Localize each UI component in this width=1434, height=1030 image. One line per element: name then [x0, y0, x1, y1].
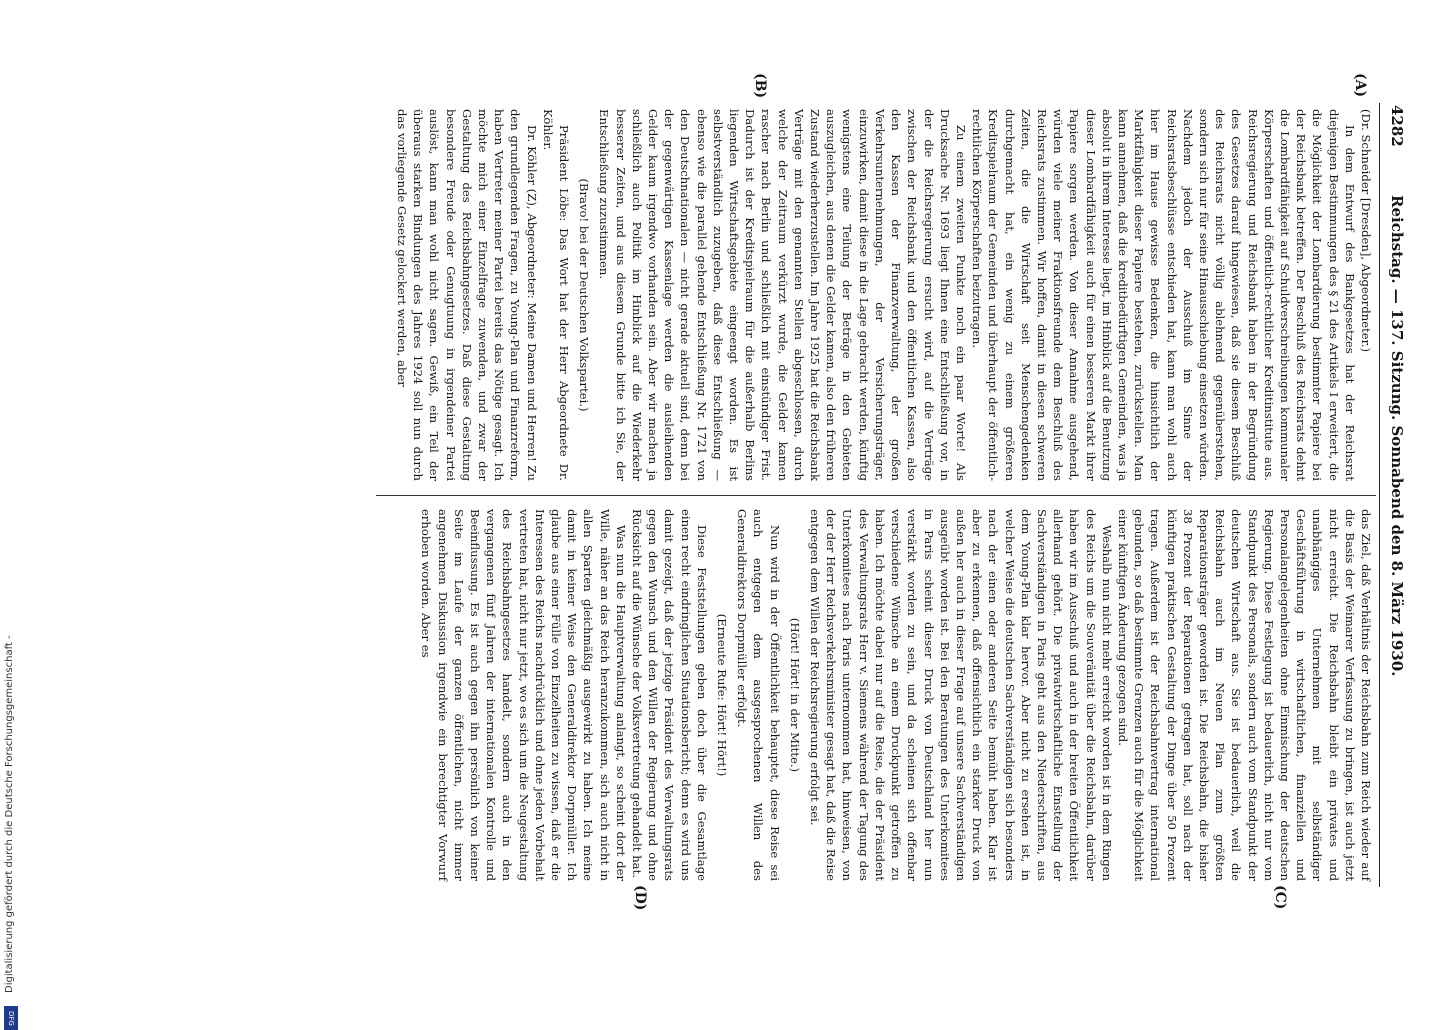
page-title: Reichstag. — 137. Sitzung. Sonnabend den 8. März 1930. — [1388, 195, 1406, 677]
column-divider — [376, 495, 1376, 496]
paragraph: Zu einem zweiten Punkte noch ein paar Worte! Als Drucksache Nr. 1693 liegt Ihnen eine Entschließung vor, in der die Reichsregierung ersucht wird, auf die Verträge zwischen der Reichsbank und den öffentlichen Kassen, also den Kassen der Finanzverwaltung, der großen Verkehrsunternehmungen, der Versicherungsträger, einzuwirken, damit diese in die Lage gebracht werden, künftig wenigstens eine Teilung der Beträge in den Gebieten auszugleichen, aus denen die Gelder kamen, also den früheren Zustand wiederherzustellen. Im Jahre 1925 hat die Reichsbank Verträge mit den genannten Stellen abgeschlossen, durch welche der Zeitraum verkürzt wurde, die Gelder kamen rascher nach Berlin und schließlich mit einstündiger Frist. Dadurch ist der Kreditspielraum für die außerhalb Berlins liegenden Wirtschaftsgebiete eingeengt worden. Es ist selbstverständlich zuzugeben, daß diese Entschließung — ebenso wie die parallel gehende Entschließung Nr. 1721 von den Deutschnationalen — nicht gerade aktuell sind, denn bei der gegenwärtigen Kassenlage werden die ausleihenden Gelder kaum irgendwo vorhanden sein. Aber wir machen ja schließlich auch Politik im Hinblick auf die Wiederkehr besserer Zeiten, und aus diesem Grunde bitte ich Sie, der Entschließung zuzustimmen. — [597, 109, 968, 481]
interjection: (Erneute Rufe: Hört! Hört!) — [715, 613, 730, 777]
header-rule — [1379, 103, 1380, 887]
president-statement: Präsident Löbe: Das Wort hat der Herr Abgeordnete Dr. Köhler. — [540, 109, 572, 481]
page-number: 4282 — [1388, 105, 1406, 147]
margin-marker-d: (D) — [632, 885, 648, 911]
left-column — [394, 109, 1374, 481]
margin-marker-c: (C) — [1272, 885, 1288, 910]
digitization-footer — [2, 40, 20, 1026]
paragraph: Dr. Köhler (Z), Abgeordneter: Meine Damen und Herren! Zu den grundlegenden Fragen, zu Young-Plan und Finanzreform, haben Vertreter meiner Partei bereits das Nötige gesagt. Ich möchte mich einer Einzelfrage zuwenden, und zwar der Gestaltung des Reichsbahngesetzes. Daß diese Gestaltung besondere Freude oder Genugtuung in irgendeiner Partei auslöst, kann man wohl nicht sagen. Gewiß, ein Teil der überaus starken Bindungen des Jahres 1924 soll nun durch das vorliegende Gesetz gelockert werden, aber — [395, 109, 539, 481]
interjection: (Hört! Hört! in der Mitte.) — [787, 617, 802, 773]
paragraph: das Ziel, daß Verhältnis der Reichsbahn zum Reich wieder auf die Basis der Weimarer Verfassung zu bringen, ist auch jetzt nicht erreicht. Die Reichsbahn bleibt ein privates und unabhängiges Unternehmen mit selbständiger Geschäftsführung in wirtschaftlichen, finanziellen und Personalangelegenheiten ohne Einmischung der deutschen Regierung. Diese Festlegung ist bedauerlich, nicht nur vom Standpunkt des Personals, sondern auch vom Standpunkt der deutschen Wirtschaft aus. Sie ist bedauerlich, weil die Reichsbahn auch im Neuen Plan zum größten Reparationsträger geworden ist. Die Reichsbahn, die bisher 38 Prozent der Reparationen getragen hat, soll nach der künftigen praktischen Gestaltung der Dinge über 50 Prozent tragen. Außerdem ist der Reichsbahnvertrag international gebunden, so daß bestimmte Grenzen auch für die Möglichkeit einer künftigen Änderung gezogen sind. — [1115, 509, 1373, 881]
page-header — [1384, 105, 1408, 885]
paragraph: Weshalb nun nicht mehr erreicht worden ist in dem Ringen des Reichs um die Souveränität über die Reichsbahn, darüber haben wir im Ausschuß und auch in der breiten Öffentlichkeit allerhand gehört. Die privatwirtschaftliche Einstellung der Sachverständigen in Paris geht aus den Niederschriften, aus dem Young-Plan klar hervor. Aber nicht zu ersehen ist, in welcher Weise die deutschen Sachverständigen sich besonders nach der einen oder anderen Seite bemüht haben. Klar ist aber zu erkennen, daß offensichtlich ein starker Druck von außen her auch in dieser Frage auf unsere Sachverständigen ausgeübt worden ist. Bei den Beratungen des Unterkomitees in Paris scheint dieser Druck von Deutschland her nun verstärkt worden zu sein, und da scheinen sich offenbar verschiedene Wünsche an einem Druckpunkt getroffen zu haben. Ich möchte dabei nur auf die Reise, die der Präsident des Verwaltungsrats Herr v. Siemens während der Tagung des Unterkomitees nach Paris unternommen hat, hinweisen, von der der Herr Reichsverkehrsminister gesagt hat, daß die Reise entgegen dem Willen der Reichsregierung erfolgt sei. — [808, 509, 1114, 881]
interjection: (Bravo! bei der Deutschen Volkspartei.) — [577, 178, 592, 412]
right-column — [418, 509, 1374, 881]
paragraph: Was nun die Hauptverwaltung anlangt, so scheint dort der Wille, näher an das Reich heranzukommen, sich auch nicht in allen Sparten gleichmäßig ausgewirkt zu haben. Ich meine damit in keiner Weise den Generaldirektor Dorpmüller. Ich glaube aus einer Fülle von Einzelheiten zu wissen, daß er die Interessen des Reichs nachdrücklich und ohne jeden Vorbehalt vertreten hat, nicht nur jetzt, wo es sich um die Neugestaltung des Reichsbahngesetzes handelt, sondern auch in den vergangenen fünf Jahren der internationalen Kontrolle und Beeinflussung. Es ist auch gegen ihn persönlich von keiner Seite im Laufe der ganzen öffentlichen, nicht immer angenehmen Diskussion irgendwie ein berechtigter Vorwurf erhoben worden. Aber es — [419, 509, 628, 881]
footer-credit: Digitalisierung gefördert durch die Deutsche Forschungsgemeinschaft - — [4, 635, 15, 993]
margin-marker-b: (B) — [752, 73, 768, 99]
speaker-continuation: (Dr. Schneider [Dresden], Abgeordneter.) — [1359, 109, 1373, 353]
paragraph: In dem Entwurf des Bankgesetzes hat der Reichsrat diejenigen Bestimmungen des § 21 des Artikels I erweitert, die die Möglichkeit der Lombardierung bestimmter Papiere bei der Reichsbank betreffen. Der Beschluß des Reichsrats dehnt die Lombardfähigkeit auf Schuldverschreibungen kommunaler Körperschaften und öffentlich-rechtlicher Kreditinstitute aus. Reichsregierung und Reichsbank haben in der Begründung des Gesetzes darauf hingewiesen, daß sie diesem Beschluß des Reichsrats nicht völlig ablehnend gegenüberstehen, sondern sich nur für seine Hinausschiebung einsetzen würden. Nachdem jedoch der Ausschuß im Sinne der Reichsratsbeschlüsse entschieden hat, kann man wohl auch hier im Hause gewisse Bedenken, die hinsichtlich der Marktfähigkeit dieser Papiere bestehen, zurückstellen. Man kann annehmen, daß die kreditbedürftigen Gemeinden, was ja absolut in ihrem Interesse liegt, im Hinblick auf die Benutzung dieser Lombardfähigkeit auch für einen besseren Markt ihrer Papiere sorgen werden. Von dieser Annahme ausgehend, würden viele meiner Fraktionsfreunde dem Beschluß des Reichsrats zustimmen. Wir hoffen, damit in diesen schweren Zeiten, die die Wirtschaft seit Menschengedenken durchgemacht hat, ein wenig zu einem größeren Kreditspielraum der Gemeinden und überhaupt der öffentlich-rechtlichen Körperschaften beizutragen. — [970, 109, 1357, 481]
margin-marker-a: (A) — [1352, 73, 1368, 98]
dfg-logo: DFG — [4, 1006, 18, 1030]
rotated-page — [58, 73, 1408, 911]
paragraph: Diese Feststellungen geben doch über die Gesamtlage einen recht eindringlichen Situationsbericht; denn es wird uns damit gezeigt, daß der jetzige Präsident des Verwaltungsrats gegen den Wunsch und den Willen der Regierung und ohne Rücksicht auf die Wünsche der Volksvertretung gehandelt hat. — [630, 509, 709, 881]
paragraph: Nun wird in der Öffentlichkeit behauptet, diese Reise sei auch entgegen dem ausgesprochenen Willen des Generaldirektors Dorpmüller erfolgt. — [735, 509, 782, 881]
